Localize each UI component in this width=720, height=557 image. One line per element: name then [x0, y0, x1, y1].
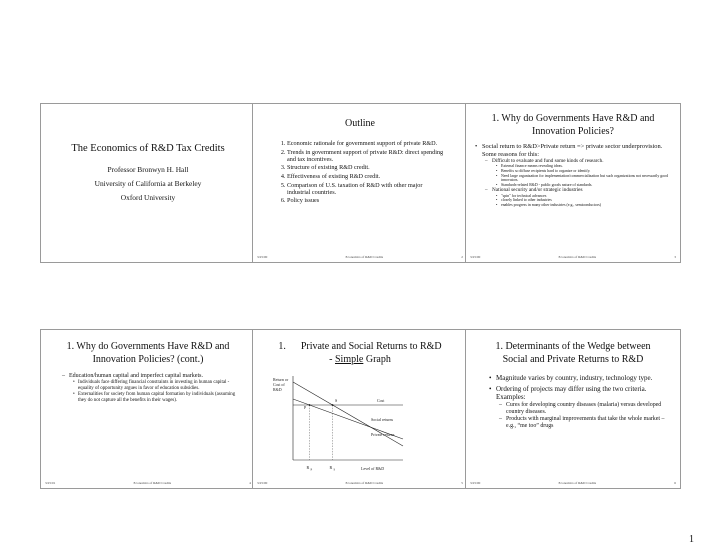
outline-item: 6. Policy issues: [287, 197, 447, 204]
affiliation-2: Oxford University: [120, 193, 176, 202]
slide-1[interactable]: [40, 103, 256, 263]
slide-6[interactable]: [465, 329, 681, 489]
svg-text:Level of R&D: Level of R&D: [361, 466, 385, 471]
outline-item: 4. Effectiveness of existing R&D credit.: [287, 173, 447, 180]
sub-sub-bullet: • External finance means revealing ideas.: [501, 164, 672, 169]
author: Professor Bronwyn H. Hall: [107, 165, 189, 174]
sub-sub-bullet: • Individuals face differing financial constraints in investing in human capital - equality of opportunity argues in favor of education subsidies.: [78, 380, 243, 392]
svg-text:Private returns: Private returns: [371, 432, 395, 437]
svg-text:Cost of: Cost of: [273, 382, 285, 387]
sub-sub-bullet: • Standards-related R&D - public goods nature of standards.: [501, 183, 672, 188]
slide-footer: 3/25/00 Economics of R&D Credits 5: [257, 481, 463, 485]
svg-text:P: P: [310, 467, 313, 472]
sub-sub-bullet: • "spin" for technical advances: [501, 194, 672, 199]
sub-bullet: – Products with marginal improvements that take the whole market – e.g., “me too” drugs: [506, 416, 666, 430]
svg-text:P: P: [304, 405, 307, 410]
sub-sub-bullet: • Need large organization for implementation/commercialization but such organizations not necessarily good innovators.: [501, 174, 672, 183]
slide-2[interactable]: [252, 103, 468, 263]
slide-1-title: The Economics of R&D Tax Credits: [71, 143, 225, 154]
s-point: [332, 404, 334, 406]
outline-item: 2. Trends in government support of private R&D: direct spending and tax incentives.: [287, 149, 447, 163]
svg-text:S: S: [333, 467, 336, 472]
slide-4-title: 1. Why do Governments Have R&D and Innovation Policies? (cont.): [66, 341, 230, 365]
slide-4[interactable]: [40, 329, 256, 489]
sub-sub-bullet: • closely linked to other industries: [501, 198, 672, 203]
outline-item: 5. Comparison of U.S. taxation of R&D with other major industrial countries.: [287, 182, 447, 196]
svg-text:Return or: Return or: [273, 377, 289, 382]
sub-sub-bullet: • Externalities for society from human capital formation by individuals (assuming they do not capture all the benefits in their wages).: [78, 392, 243, 404]
svg-text:R: R: [306, 465, 310, 470]
bullet: • Social return to R&D>Private return => private sector underprovision. Some reasons for this: – Difficult to evaluate and fund some kinds of research. • External finance means revealing ideas. • Benefits so diffuse recipients hard to organize or identify. • Need large organization for implementation/commercialization but such organizations not necessarily good innovators. • Standards-related R&D - public goods nature of standards. – National security and/or strategic industries • "spin" for technical advances • closely linked to other industries • enables progress in many other industries (e.g., semiconductors): [482, 143, 672, 207]
slide-6-title: 1. Determinants of the Wedge between Social and Private Returns to R&D: [495, 341, 651, 365]
slide-3-title: 1. Why do Governments Have R&D and Innovation Policies?: [491, 113, 655, 137]
returns-graph: [253, 368, 467, 488]
svg-text:R: R: [329, 465, 333, 470]
sub-bullet: – Education/human capital and imperfect capital markets. • Individuals face differing financial constraints in investing in human capital - equality of opportunity argues in favor of education subsidies. • Externalities for society from human capital formation by individuals (assuming they do not capture all the benefits in their wages).: [69, 373, 243, 404]
sub-bullet: – National security and/or strategic industries • "spin" for technical advances • closely linked to other industries • enables progress in many other industries (e.g., semiconductors): [492, 187, 672, 207]
slide-footer: 3/25/01 Economics of R&D Credits 4: [45, 481, 251, 485]
slide-footer: 3/25/00 Economics of R&D Credits 2: [257, 255, 463, 259]
svg-text:Social returns: Social returns: [371, 417, 394, 422]
bullet: • Magnitude varies by country, industry, technology type.: [496, 374, 666, 383]
sub-bullet: – Difficult to evaluate and fund some kinds of research. • External finance means revealing ideas. • Benefits so diffuse recipients hard to organize or identify. • Need large organization for implementation/commercialization but such organizations not necessarily good innovators. • Standards-related R&D - public goods nature of standards.: [492, 158, 672, 187]
sub-bullet: – Cures for developing country diseases (malaria) versus developed country diseases.: [506, 402, 666, 416]
slide-5[interactable]: [252, 329, 468, 489]
slide-footer: 3/25/00 Economics of R&D Credits 3: [470, 255, 676, 259]
affiliation: University of California at Berkeley: [94, 179, 202, 188]
sub-sub-bullet: • Benefits so diffuse recipients hard to organize or identify.: [501, 169, 672, 174]
outline-list: [253, 140, 467, 205]
slide-3[interactable]: [465, 103, 681, 263]
page-number: 1: [689, 534, 694, 545]
p-point: [309, 404, 311, 406]
sub-sub-bullet: • enables progress in many other industries (e.g., semiconductors): [501, 203, 672, 208]
bullet: • Ordering of projects may differ using the two criteria. Examples: – Cures for developing country diseases (malaria) versus developed country diseases. – Products with marginal improvements that take the whole market – e.g., “me too” drugs: [496, 385, 666, 431]
slide-2-title: Outline: [345, 118, 375, 129]
svg-text:Cost: Cost: [377, 398, 385, 403]
svg-text:R&D: R&D: [273, 387, 282, 392]
outline-item: 1. Economic rationale for government support of private R&D.: [287, 140, 447, 147]
outline-item: 3. Structure of existing R&D credit.: [287, 164, 447, 171]
slide-footer: 3/25/00 Economics of R&D Credits 6: [470, 481, 676, 485]
slide-5-title: 1. Private and Social Returns to R&D - Simple Graph: [278, 341, 442, 365]
svg-text:S: S: [335, 398, 338, 403]
